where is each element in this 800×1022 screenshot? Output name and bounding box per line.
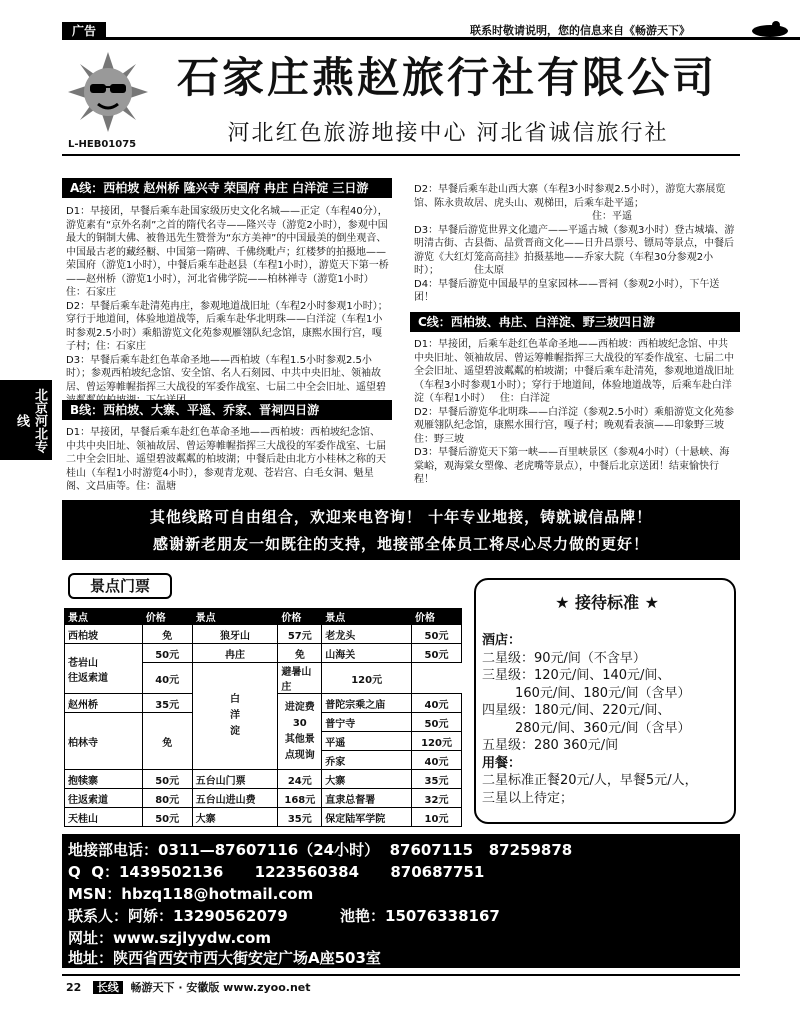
company-name: 石家庄燕赵旅行社有限公司 xyxy=(176,53,717,102)
ad-tag: 广告 xyxy=(62,22,106,40)
cell: 35元 xyxy=(412,770,462,789)
cell: 40元 xyxy=(412,751,462,770)
standards-line: 160元/间、180元/间（含早） xyxy=(482,685,691,701)
cell: 赵州桥 xyxy=(65,694,143,713)
table-row xyxy=(65,808,462,827)
route-a-title: A线：西柏坡 赵州桥 隆兴寺 荣国府 冉庄 白洋淀 三日游 xyxy=(62,178,392,198)
cell: 老龙头 xyxy=(322,625,412,644)
ticket-price-table xyxy=(64,608,462,827)
divider xyxy=(62,154,740,156)
cell: 冉庄 xyxy=(192,644,278,663)
publication-name[interactable]: 畅游天下 · 安徽版 www.zyoo.net xyxy=(130,981,311,994)
sun-logo-icon xyxy=(68,52,148,132)
reception-standards-box xyxy=(474,578,736,824)
cell: 免 xyxy=(142,625,192,644)
cell: 50元 xyxy=(142,770,192,789)
cell: 直隶总督署 xyxy=(322,789,412,808)
route-a-body: D1：早接团，早餐后乘车赴国家级历史文化名城——正定（车程40分），游览素有“京外名刹”之首的隋代名寺——隆兴寺（游览2小时），参观中国最大的铜制大佛、被鲁迅先生赞誉为“东方美神”的中国最美的倒坐观音、中国最古老的藏经橱、中国第一隋碑、千佛绕毗卢；红楼梦的拍摄地——荣国府（游览1小时），中餐后乘车赴赵县（车程1小时），游览天下第一桥——赵州桥（游览1小时），河北省佛学院——柏林禅寺（游览1小时）住：石家庄 D2：早餐后乘车赴清苑冉庄，参观地道战旧址（车程2小时参观1小时）；穿行于地道间，体验地道战等，后乘车赴华北明珠——白洋淀（车程1小时参观2.5小时）乘船游览文化苑参观雁翎队纪念馆，康熙水围行宫，嘎子村；住：石家庄 D3：早餐后乘车赴红色革命圣地——西柏坡（车程1.5小时参观2.5小时）；参观西柏坡纪念馆、安全馆、名人石刻园、中共中央旧址、领袖故居、曾运筹帷幄指挥三大战役的军委作战室、七届二中全会旧址、遥望碧 xyxy=(66,206,389,393)
footer-divider xyxy=(62,974,740,976)
cell: 平遥 xyxy=(322,732,412,751)
contact-phone: 地接部电话：0311—87607116（24小时） 87607115 87259878 xyxy=(68,841,573,859)
cell: 免 xyxy=(278,644,322,663)
slogan-bar xyxy=(62,500,740,560)
col-header: 景点 xyxy=(65,609,143,625)
cell: 168元 xyxy=(278,789,322,808)
cell: 免 xyxy=(142,713,192,770)
cell: 35元 xyxy=(142,694,192,713)
cell: 120元 xyxy=(412,732,462,751)
route-c-title: C线：西柏坡、冉庄、白洋淀、野三坡四日游 xyxy=(410,312,740,332)
route-b-title: B线：西柏坡、大寨、平遥、乔家、晋祠四日游 xyxy=(62,400,392,420)
route-c-body: D1：早接团，后乘车赴红色革命圣地——西柏坡：西柏坡纪念馆、中共中央旧址、领袖故居、曾运筹帷幄指挥三大战役的军委作战室、七届二中全会旧址、遥望碧波粼粼的柏坡湖；中餐后乘车赴清苑，参观地道战旧址（车程3小时参观1小时）；穿行于地道间，体验地道战等，后乘车赴白洋淀（车程1小时） 住：白洋淀 D2：早餐后游览华北明珠——白洋淀（参观2.5小时）乘船游览文化苑参观雁翎队纪念馆，康熙水围行宫，嘎子村；晚观看表演——印象野三坡 住：野三坡 D3：早餐后游览天下第一峡——百里峡景区（参观4小时）（十悬峡、海棠峪，观海棠女塑像、老虎嘴等景点），中餐后北京送团！结束愉快行程！ xyxy=(414,339,734,485)
cell: 乔家 xyxy=(322,751,412,770)
cell: 50元 xyxy=(142,808,192,827)
slogan-line-1: 其他线路可自由组合，欢迎来电咨询！ 十年专业地接，铸就诚信品牌！ xyxy=(149,508,653,526)
table-row xyxy=(65,625,462,644)
cell: 抱犊寨 xyxy=(65,770,143,789)
cell: 57元 xyxy=(278,625,322,644)
cell: 狼牙山 xyxy=(192,625,278,644)
contact-block xyxy=(62,834,740,968)
cell: 24元 xyxy=(278,770,322,789)
cell: 柏林寺 xyxy=(65,713,143,770)
cell: 50元 xyxy=(412,625,462,644)
cell-baiyangdian-note: 进淀费 30 其他景点现询 xyxy=(278,694,322,770)
license-number: L-HEB01075 xyxy=(68,139,137,150)
slogan-line-2: 感谢新老朋友一如既往的支持，地接部全体员工将尽心尽力做的更好！ xyxy=(152,535,649,553)
standards-line: 280元/间、360元/间（含早） xyxy=(482,720,691,736)
cell: 避暑山庄 xyxy=(278,663,322,694)
table-row xyxy=(65,644,462,663)
page-footer xyxy=(66,979,311,995)
magazine-logo-icon xyxy=(750,19,790,39)
cell: 40元 xyxy=(142,663,192,694)
cell: 50元 xyxy=(412,644,462,663)
contact-website[interactable]: 网址：www.szjlyydw.com xyxy=(68,929,271,947)
section-tag: 长线 xyxy=(93,981,123,994)
table-row xyxy=(65,770,462,789)
cell: 往返索道 xyxy=(65,789,143,808)
cell: 苍岩山 往返索道 xyxy=(65,644,143,694)
source-note: 联系时敬请说明，您的信息来自《畅游天下》 xyxy=(470,24,690,37)
cell: 50元 xyxy=(142,644,192,663)
tickets-title: 景点门票 xyxy=(68,573,172,599)
standards-title: ★ 接待标准 ★ xyxy=(555,593,659,612)
table-header-row xyxy=(65,609,462,625)
cell: 五台山进山费 xyxy=(192,789,278,808)
cell: 大寨 xyxy=(322,770,412,789)
contact-person: 联系人：阿娇：13290562079 池艳：15076338167 xyxy=(68,907,500,925)
route-b-body: D1：早接团，早餐后乘车赴红色革命圣地——西柏坡：西柏坡纪念馆、中共中央旧址、领袖故居、曾运筹帷幄指挥三大战役的军委作战室、七届二中全会旧址、遥望碧波粼粼的柏坡湖；中餐后赴由北方小桂林之称的天桂山（车程1小时游览4小时），参观青龙观、苍岩宫、白毛女洞、魁星阁、文昌庙等。住：温塘 xyxy=(66,427,386,492)
col-header: 价格 xyxy=(278,609,322,625)
standards-line: 三星级：120元/间、140元/间、 xyxy=(482,668,671,683)
standards-line: 酒店： xyxy=(482,633,522,648)
cell: 80元 xyxy=(142,789,192,808)
cell: 32元 xyxy=(412,789,462,808)
cell: 五台山门票 xyxy=(192,770,278,789)
cell: 50元 xyxy=(412,713,462,732)
cell: 大寨 xyxy=(192,808,278,827)
col-header: 景点 xyxy=(322,609,412,625)
company-slogan: 河北红色旅游地接中心 河北省诚信旅行社 xyxy=(227,121,669,146)
contact-msn[interactable]: MSN：hbzq118@hotmail.com xyxy=(68,885,314,903)
cell: 天桂山 xyxy=(65,808,143,827)
col-header: 价格 xyxy=(142,609,192,625)
col-header: 价格 xyxy=(412,609,462,625)
cell: 普陀宗乘之庙 xyxy=(322,694,412,713)
col-header: 景点 xyxy=(192,609,278,625)
standards-line: 二星级：90元/间（不含早） xyxy=(482,650,646,666)
table-row xyxy=(65,789,462,808)
cell-baiyangdian: 白 洋 淀 xyxy=(192,663,278,770)
standards-line: 三星以上待定； xyxy=(482,790,574,806)
cell: 山海关 xyxy=(322,644,412,663)
standards-list xyxy=(482,632,732,807)
page-number: 22 xyxy=(66,981,82,994)
contact-address: 地址：陕西省西安市西大街安定广场A座503室 xyxy=(68,949,381,967)
standards-line: 五星级：280 360元/间 xyxy=(482,738,619,753)
route-b-continued: D2：早餐后乘车赴山西大寨（车程3小时参观2.5小时），游览大寨展览馆、陈永贵故居、虎头山、观梯田，后乘车赴平遥； 住：平遥 D3：早餐后游览世界文化遗产——平遥古城（参观3小时）登古城墙、游明清古街、古县衙、品赏晋商文化——日升昌票号、镖局等景点，中餐后游览《大红灯笼高高挂》拍摄基地——乔家大院（车程30分参观2小时）； 住太原 D4：早餐后游览中国最早的皇家园林——晋祠（参观2小时），下午送团！ xyxy=(414,184,735,303)
section-side-label: 北京河北专线 xyxy=(0,380,52,460)
standards-line: 用餐： xyxy=(482,755,522,771)
cell: 10元 xyxy=(412,808,462,827)
cell: 35元 xyxy=(278,808,322,827)
cell: 40元 xyxy=(412,694,462,713)
cell: 120元 xyxy=(322,663,412,694)
cell: 西柏坡 xyxy=(65,625,143,644)
standards-line: 二星标准正餐20元/人，早餐5元/人， xyxy=(482,773,698,788)
cell: 保定陆军学院 xyxy=(322,808,412,827)
standards-line: 四星级：180元/间、220元/间、 xyxy=(482,703,671,718)
contact-qq: Q Q：1439502136 1223560384 870687751 xyxy=(68,863,485,881)
cell: 普宁寺 xyxy=(322,713,412,732)
